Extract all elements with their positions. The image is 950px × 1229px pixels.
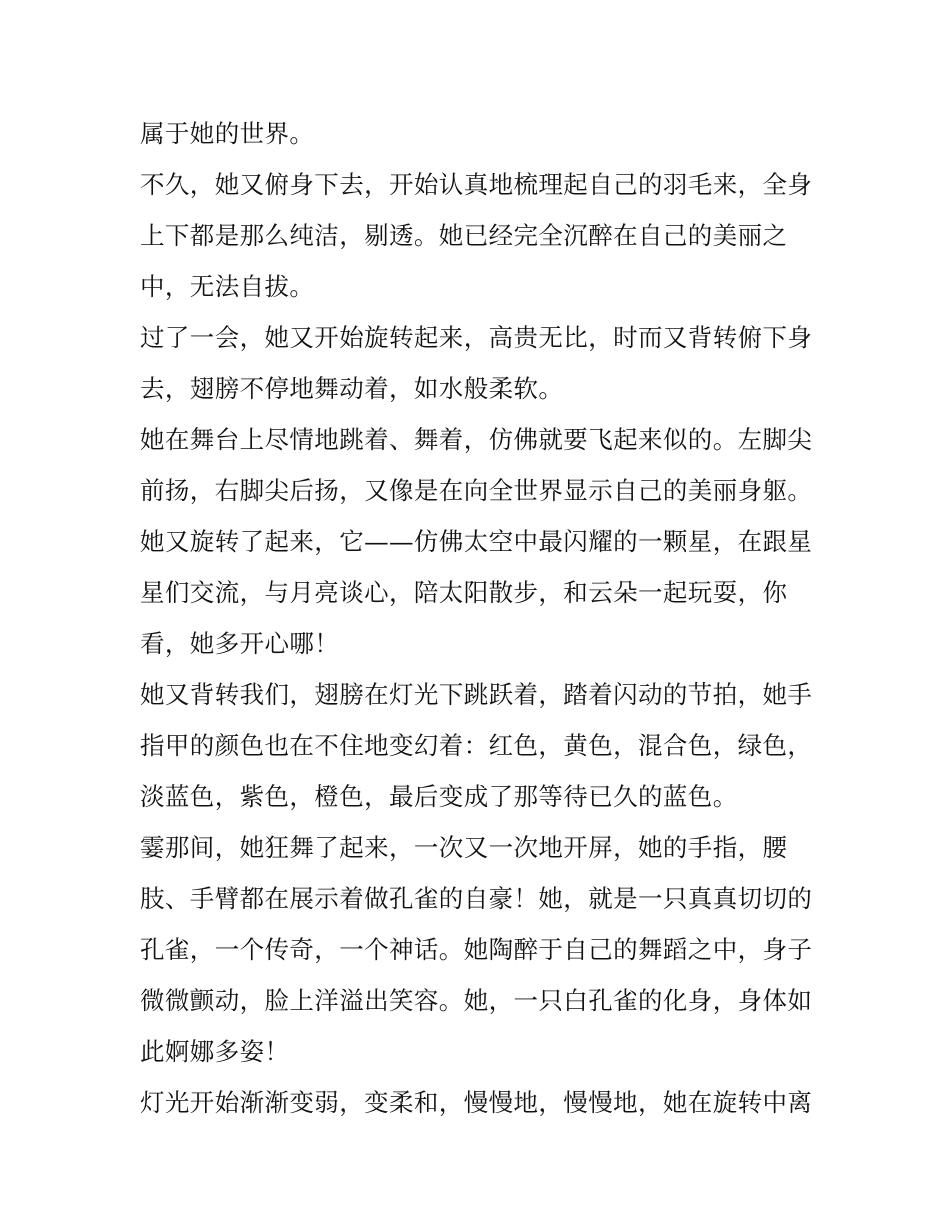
text-line: 看，她多开心哪！ — [140, 629, 340, 658]
text-line: 微微颤动，脸上洋溢出笑容。她，一只白孔雀的化身，身体如 — [140, 986, 813, 1015]
text-line: 灯光开始渐渐变弱，变柔和，慢慢地，慢慢地，她在旋转中离 — [140, 1088, 813, 1117]
text-line: 上下都是那么纯洁，剔透。她已经完全沉醉在自己的美丽之 — [140, 221, 788, 250]
text-line: 孔雀，一个传奇，一个神话。她陶醉于自己的舞蹈之中，身子 — [140, 935, 813, 964]
text-line: 指甲的颜色也在不住地变幻着：红色，黄色，混合色，绿色， — [140, 731, 813, 760]
text-line: 淡蓝色，紫色，橙色，最后变成了那等待已久的蓝色。 — [140, 782, 738, 811]
text-line: 她在舞台上尽情地跳着、舞着，仿佛就要飞起来似的。左脚尖 — [140, 425, 813, 454]
text-line: 去，翅膀不停地舞动着，如水般柔软。 — [140, 374, 564, 403]
text-line: 前扬，右脚尖后扬，又像是在向全世界显示自己的美丽身躯。 — [140, 476, 813, 505]
text-line: 她又旋转了起来，它——仿佛太空中最闪耀的一颗星，在跟星 — [140, 527, 813, 556]
text-line: 霎那间，她狂舞了起来，一次又一次地开屏，她的手指，腰 — [140, 833, 788, 862]
text-line: 属于她的世界。 — [140, 119, 315, 148]
text-line: 过了一会，她又开始旋转起来，高贵无比，时而又背转俯下身 — [140, 323, 813, 352]
text-line: 星们交流，与月亮谈心，陪太阳散步，和云朵一起玩耍，你 — [140, 578, 788, 607]
text-line: 此婀娜多姿！ — [140, 1037, 290, 1066]
text-line: 肢、手臂都在展示着做孔雀的自豪！她，就是一只真真切切的 — [140, 884, 813, 913]
text-line: 不久，她又俯身下去，开始认真地梳理起自己的羽毛来，全身 — [140, 170, 813, 199]
text-line: 中，无法自拔。 — [140, 272, 315, 301]
text-line: 她又背转我们，翅膀在灯光下跳跃着，踏着闪动的节拍，她手 — [140, 680, 813, 709]
body-text — [140, 108, 820, 1128]
